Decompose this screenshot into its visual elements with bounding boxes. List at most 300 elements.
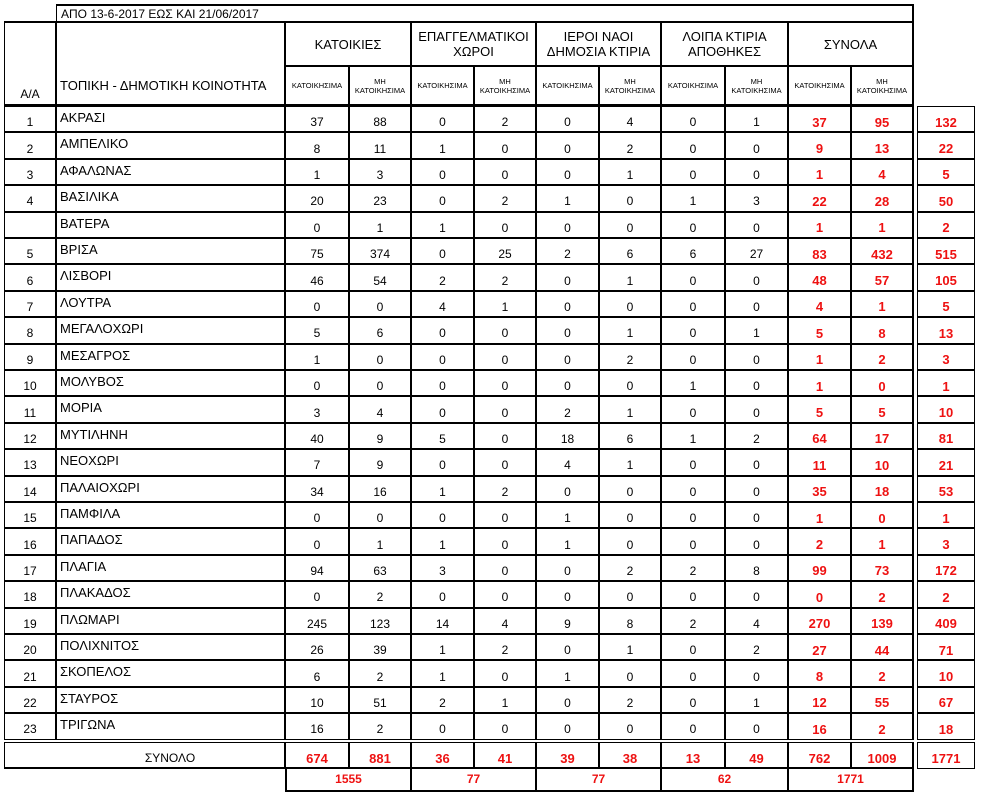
table-cell: 2 (536, 396, 599, 422)
table-cell: 3 (411, 555, 474, 581)
table-cell: 123 (349, 608, 411, 634)
row-number: 7 (4, 291, 56, 317)
subheader-habitable: ΚΑΤΟΙΚΗΣΙΜΑ (285, 66, 349, 106)
subheader-not-habitable: ΜΗ ΚΑΤΟΙΚΗΣΙΜΑ (725, 66, 788, 106)
table-cell: 0 (725, 291, 788, 317)
table-cell: 4 (349, 396, 411, 422)
total-not-habitable: 2 (851, 344, 914, 370)
subheader-not-habitable: ΜΗ ΚΑΤΟΙΚΗΣΙΜΑ (474, 66, 536, 106)
table-cell: 88 (349, 106, 411, 132)
table-cell: 6 (599, 423, 661, 449)
table-cell: 1 (725, 687, 788, 713)
table-cell: 23 (349, 185, 411, 211)
table-cell: 9 (536, 608, 599, 634)
table-cell: 0 (536, 159, 599, 185)
grand-total: 1 (917, 370, 975, 396)
table-cell: 0 (599, 185, 661, 211)
community-name: ΜΟΡΙΑ (56, 396, 285, 422)
table-cell: 1 (599, 396, 661, 422)
total-habitable: 37 (788, 106, 851, 132)
table-cell: 0 (411, 713, 474, 739)
table-cell: 6 (349, 317, 411, 343)
sum-cell: 41 (474, 742, 536, 768)
table-cell: 0 (474, 660, 536, 686)
table-cell: 0 (661, 476, 725, 502)
subheader-not-habitable: ΜΗ ΚΑΤΟΙΚΗΣΙΜΑ (349, 66, 411, 106)
total-habitable: 99 (788, 555, 851, 581)
row-number: 23 (4, 713, 56, 739)
table-cell: 0 (661, 581, 725, 607)
table-cell: 0 (411, 502, 474, 528)
table-cell: 2 (725, 634, 788, 660)
group-total-3: 77 (536, 769, 661, 792)
row-number: 15 (4, 502, 56, 528)
row-number: 16 (4, 528, 56, 554)
subheader-habitable: ΚΑΤΟΙΚΗΣΙΜΑ (411, 66, 474, 106)
group-total-4: 62 (661, 769, 788, 792)
grand-total: 132 (917, 106, 975, 132)
table-cell: 0 (725, 713, 788, 739)
table-cell: 2 (599, 687, 661, 713)
table-cell: 75 (285, 238, 349, 264)
table-cell: 2 (411, 687, 474, 713)
table-cell: 1 (536, 502, 599, 528)
table-cell: 26 (285, 634, 349, 660)
table-cell: 0 (725, 212, 788, 238)
grand-total: 22 (917, 132, 975, 158)
row-number: 4 (4, 185, 56, 211)
table-cell: 20 (285, 185, 349, 211)
table-cell: 54 (349, 264, 411, 290)
table-cell: 0 (661, 528, 725, 554)
community-name: ΛΙΣΒΟΡΙ (56, 264, 285, 290)
row-number: 3 (4, 159, 56, 185)
table-cell: 0 (285, 528, 349, 554)
table-cell: 0 (661, 687, 725, 713)
total-not-habitable: 28 (851, 185, 914, 211)
table-cell: 0 (599, 212, 661, 238)
group-total-2: 77 (411, 769, 536, 792)
table-cell: 0 (474, 132, 536, 158)
grand-total: 2 (917, 212, 975, 238)
table-cell: 0 (599, 502, 661, 528)
community-header: ΤΟΠΙΚΗ - ΔΗΜΟΤΙΚΗ ΚΟΙΝΟΤΗΤΑ (56, 66, 285, 106)
table-cell: 63 (349, 555, 411, 581)
table-cell: 1 (661, 185, 725, 211)
table-cell: 0 (285, 502, 349, 528)
table-cell: 0 (474, 317, 536, 343)
row-number: 5 (4, 238, 56, 264)
grand-total: 67 (917, 687, 975, 713)
community-name: ΜΥΤΙΛΗΝΗ (56, 423, 285, 449)
table-cell: 0 (725, 528, 788, 554)
total-not-habitable: 57 (851, 264, 914, 290)
table-cell: 27 (725, 238, 788, 264)
grand-total: 105 (917, 264, 975, 290)
total-not-habitable: 18 (851, 476, 914, 502)
community-name: ΣΚΟΠΕΛΟΣ (56, 660, 285, 686)
grand-total: 10 (917, 396, 975, 422)
total-not-habitable: 139 (851, 608, 914, 634)
table-cell: 1 (474, 291, 536, 317)
group-header-2: ΕΠΑΓΓΕΛΜΑΤΙΚΟΙ ΧΩΡΟΙ (411, 22, 536, 66)
table-cell: 0 (599, 660, 661, 686)
table-cell: 2 (349, 660, 411, 686)
table-cell: 40 (285, 423, 349, 449)
table-cell: 2 (474, 634, 536, 660)
total-not-habitable: 55 (851, 687, 914, 713)
table-cell: 1 (411, 634, 474, 660)
row-number: 12 (4, 423, 56, 449)
table-cell: 1 (599, 159, 661, 185)
table-cell: 0 (536, 476, 599, 502)
total-not-habitable: 17 (851, 423, 914, 449)
community-name: ΑΜΠΕΛΙΚΟ (56, 132, 285, 158)
table-cell: 0 (474, 528, 536, 554)
community-name: ΛΟΥΤΡΑ (56, 291, 285, 317)
group-header-4: ΛΟΙΠΑ ΚΤΙΡΙΑ ΑΠΟΘΗΚΕΣ (661, 22, 788, 66)
table-cell: 0 (661, 291, 725, 317)
table-cell: 0 (536, 687, 599, 713)
table-cell: 39 (349, 634, 411, 660)
table-cell: 46 (285, 264, 349, 290)
sum-cell: 39 (536, 742, 599, 768)
total-not-habitable: 95 (851, 106, 914, 132)
total-habitable: 16 (788, 713, 851, 739)
table-cell: 0 (725, 502, 788, 528)
grand-total: 13 (917, 317, 975, 343)
table-cell: 0 (349, 344, 411, 370)
row-number: 21 (4, 660, 56, 686)
table-cell: 1 (536, 528, 599, 554)
table-cell: 0 (725, 396, 788, 422)
table-cell: 0 (285, 370, 349, 396)
grand-total: 172 (917, 555, 975, 581)
table-cell: 8 (285, 132, 349, 158)
total-not-habitable: 2 (851, 660, 914, 686)
table-cell: 0 (661, 502, 725, 528)
table-cell: 0 (411, 317, 474, 343)
grand-total: 515 (917, 238, 975, 264)
table-cell: 16 (349, 476, 411, 502)
table-cell: 0 (661, 713, 725, 739)
group-header-3: ΙΕΡΟΙ ΝΑΟΙ ΔΗΜΟΣΙΑ ΚΤΙΡΙΑ (536, 22, 661, 66)
sum-cell: 38 (599, 742, 661, 768)
community-name: ΠΛΩΜΑΡΙ (56, 608, 285, 634)
table-cell: 5 (285, 317, 349, 343)
table-cell: 0 (474, 423, 536, 449)
table-cell: 1 (599, 317, 661, 343)
subheader-not-habitable: ΜΗ ΚΑΤΟΙΚΗΣΙΜΑ (599, 66, 661, 106)
sum-total-not-habitable: 1009 (851, 742, 914, 768)
table-cell: 11 (349, 132, 411, 158)
table-cell: 2 (661, 608, 725, 634)
row-number: 20 (4, 634, 56, 660)
table-cell: 2 (349, 581, 411, 607)
subheader-habitable: ΚΑΤΟΙΚΗΣΙΜΑ (661, 66, 725, 106)
table-cell: 2 (536, 238, 599, 264)
table-cell: 2 (349, 713, 411, 739)
table-cell: 1 (661, 370, 725, 396)
row-number: 2 (4, 132, 56, 158)
community-name: ΠΑΠΑΔΟΣ (56, 528, 285, 554)
total-not-habitable: 1 (851, 528, 914, 554)
table-cell: 4 (599, 106, 661, 132)
table-cell: 0 (536, 370, 599, 396)
sum-grand-total: 1771 (917, 742, 975, 768)
row-number: 6 (4, 264, 56, 290)
table-cell: 4 (411, 291, 474, 317)
total-habitable: 83 (788, 238, 851, 264)
table-cell: 9 (349, 423, 411, 449)
total-habitable: 35 (788, 476, 851, 502)
table-cell: 0 (474, 370, 536, 396)
table-cell: 0 (411, 396, 474, 422)
table-cell: 1 (725, 106, 788, 132)
table-cell: 8 (725, 555, 788, 581)
table-cell: 0 (474, 396, 536, 422)
table-cell: 1 (411, 660, 474, 686)
table-cell: 2 (474, 185, 536, 211)
table-cell: 374 (349, 238, 411, 264)
table-cell: 0 (536, 132, 599, 158)
table-cell: 1 (599, 634, 661, 660)
table-cell: 0 (725, 159, 788, 185)
total-not-habitable: 1 (851, 212, 914, 238)
table-cell: 4 (536, 449, 599, 475)
table-cell: 0 (411, 185, 474, 211)
table-cell: 0 (599, 291, 661, 317)
total-habitable: 48 (788, 264, 851, 290)
table-cell: 0 (599, 528, 661, 554)
table-cell: 16 (285, 713, 349, 739)
total-not-habitable: 73 (851, 555, 914, 581)
table-cell: 6 (599, 238, 661, 264)
table-cell: 0 (411, 106, 474, 132)
sum-cell: 36 (411, 742, 474, 768)
total-not-habitable: 8 (851, 317, 914, 343)
sum-total-habitable: 762 (788, 742, 851, 768)
total-not-habitable: 432 (851, 238, 914, 264)
total-habitable: 1 (788, 370, 851, 396)
total-habitable: 2 (788, 528, 851, 554)
table-cell: 0 (661, 449, 725, 475)
group-header-5: ΣΥΝΟΛΑ (788, 22, 914, 66)
row-number: 10 (4, 370, 56, 396)
total-not-habitable: 4 (851, 159, 914, 185)
total-habitable: 12 (788, 687, 851, 713)
total-habitable: 270 (788, 608, 851, 634)
row-number: 1 (4, 106, 56, 132)
table-cell: 0 (725, 344, 788, 370)
table-cell: 0 (661, 344, 725, 370)
table-cell: 0 (474, 159, 536, 185)
grand-total: 5 (917, 291, 975, 317)
table-cell: 6 (661, 238, 725, 264)
table-cell: 4 (474, 608, 536, 634)
table-cell: 0 (411, 159, 474, 185)
total-habitable: 11 (788, 449, 851, 475)
group-total-1: 1555 (285, 769, 411, 792)
table-cell: 3 (285, 396, 349, 422)
table-cell: 0 (536, 713, 599, 739)
table-cell: 0 (474, 502, 536, 528)
table-cell: 2 (599, 344, 661, 370)
total-habitable: 1 (788, 212, 851, 238)
table-cell: 2 (599, 132, 661, 158)
table-cell: 1 (285, 344, 349, 370)
table-cell: 0 (661, 264, 725, 290)
table-cell: 18 (536, 423, 599, 449)
table-cell: 0 (725, 449, 788, 475)
row-number: 11 (4, 396, 56, 422)
row-number: 14 (4, 476, 56, 502)
table-cell: 0 (725, 660, 788, 686)
total-habitable: 0 (788, 581, 851, 607)
grand-total: 81 (917, 423, 975, 449)
total-habitable: 9 (788, 132, 851, 158)
sum-cell: 49 (725, 742, 788, 768)
table-cell: 0 (474, 344, 536, 370)
table-cell: 14 (411, 608, 474, 634)
grand-total: 71 (917, 634, 975, 660)
table-cell: 0 (411, 581, 474, 607)
community-name: ΤΡΙΓΩΝΑ (56, 713, 285, 739)
title-spacer (4, 4, 56, 22)
sum-cell: 881 (349, 742, 411, 768)
table-cell: 0 (349, 502, 411, 528)
row-number: 17 (4, 555, 56, 581)
table-cell: 0 (661, 660, 725, 686)
table-cell: 0 (349, 370, 411, 396)
table-cell: 0 (474, 555, 536, 581)
row-number: 13 (4, 449, 56, 475)
total-habitable: 5 (788, 317, 851, 343)
table-cell: 1 (536, 185, 599, 211)
table-cell: 0 (536, 317, 599, 343)
group-total-5: 1771 (788, 769, 914, 792)
table-cell: 3 (349, 159, 411, 185)
community-name: ΣΤΑΥΡΟΣ (56, 687, 285, 713)
table-cell: 1 (661, 423, 725, 449)
row-number: 19 (4, 608, 56, 634)
row-number: 22 (4, 687, 56, 713)
grand-total: 21 (917, 449, 975, 475)
row-number: 18 (4, 581, 56, 607)
table-cell: 2 (661, 555, 725, 581)
total-habitable: 1 (788, 502, 851, 528)
table-cell: 0 (411, 344, 474, 370)
total-not-habitable: 2 (851, 581, 914, 607)
table-cell: 25 (474, 238, 536, 264)
table-cell: 4 (725, 608, 788, 634)
community-name: ΒΑΣΙΛΙΚΑ (56, 185, 285, 211)
table-cell: 0 (536, 264, 599, 290)
table-cell: 2 (474, 106, 536, 132)
grand-total: 409 (917, 608, 975, 634)
table-cell: 0 (411, 238, 474, 264)
total-not-habitable: 10 (851, 449, 914, 475)
total-not-habitable: 0 (851, 502, 914, 528)
aa-header: Α/Α (4, 22, 56, 106)
table-cell: 2 (474, 476, 536, 502)
table-cell: 1 (411, 132, 474, 158)
subheader-not-habitable: ΜΗ ΚΑΤΟΙΚΗΣΙΜΑ (851, 66, 914, 106)
table-cell: 37 (285, 106, 349, 132)
community-name: ΜΟΛΥΒΟΣ (56, 370, 285, 396)
row-number (4, 212, 56, 238)
total-habitable: 1 (788, 344, 851, 370)
table-cell: 1 (411, 528, 474, 554)
group-header-1: ΚΑΤΟΙΚΙΕΣ (285, 22, 411, 66)
total-not-habitable: 0 (851, 370, 914, 396)
table-cell: 0 (285, 212, 349, 238)
table-cell: 8 (599, 608, 661, 634)
grand-total: 53 (917, 476, 975, 502)
community-name: ΠΟΛΙΧΝΙΤΟΣ (56, 634, 285, 660)
table-cell: 0 (474, 212, 536, 238)
table-cell: 0 (285, 581, 349, 607)
table-cell: 0 (725, 476, 788, 502)
grand-total: 3 (917, 528, 975, 554)
table-cell: 0 (536, 555, 599, 581)
community-name: ΜΕΣΑΓΡΟΣ (56, 344, 285, 370)
grand-total: 50 (917, 185, 975, 211)
table-cell: 0 (725, 132, 788, 158)
table-cell: 10 (285, 687, 349, 713)
grand-total: 3 (917, 344, 975, 370)
report-title: ΑΠΟ 13-6-2017 ΕΩΣ ΚΑΙ 21/06/2017 (56, 4, 914, 22)
table-cell: 0 (536, 106, 599, 132)
table-cell: 0 (411, 370, 474, 396)
table-cell: 0 (725, 370, 788, 396)
table-cell: 0 (285, 291, 349, 317)
community-name: ΒΡΙΣΑ (56, 238, 285, 264)
table-cell: 1 (599, 449, 661, 475)
table-cell: 34 (285, 476, 349, 502)
table-cell: 0 (725, 264, 788, 290)
sum-label: ΣΥΝΟΛΟ (56, 742, 285, 768)
grand-total: 18 (917, 713, 975, 739)
table-cell: 0 (661, 634, 725, 660)
table-cell: 0 (661, 396, 725, 422)
total-habitable: 22 (788, 185, 851, 211)
table-cell: 0 (411, 449, 474, 475)
table-cell: 1 (536, 660, 599, 686)
grand-total: 10 (917, 660, 975, 686)
community-name: ΑΦΑΛΩΝΑΣ (56, 159, 285, 185)
table-cell: 2 (599, 555, 661, 581)
community-name: ΒΑΤΕΡΑ (56, 212, 285, 238)
table-cell: 1 (411, 476, 474, 502)
subheader-habitable: ΚΑΤΟΙΚΗΣΙΜΑ (788, 66, 851, 106)
community-header-top (56, 22, 285, 66)
sum-cell: 674 (285, 742, 349, 768)
grand-total: 2 (917, 581, 975, 607)
table-cell: 1 (349, 212, 411, 238)
table-cell: 0 (661, 317, 725, 343)
total-not-habitable: 13 (851, 132, 914, 158)
community-name: ΠΑΜΦΙΛΑ (56, 502, 285, 528)
table-cell: 3 (725, 185, 788, 211)
table-cell: 1 (349, 528, 411, 554)
total-habitable: 64 (788, 423, 851, 449)
total-not-habitable: 44 (851, 634, 914, 660)
table-cell: 1 (285, 159, 349, 185)
total-not-habitable: 2 (851, 713, 914, 739)
table-cell: 2 (725, 423, 788, 449)
row-number: 9 (4, 344, 56, 370)
